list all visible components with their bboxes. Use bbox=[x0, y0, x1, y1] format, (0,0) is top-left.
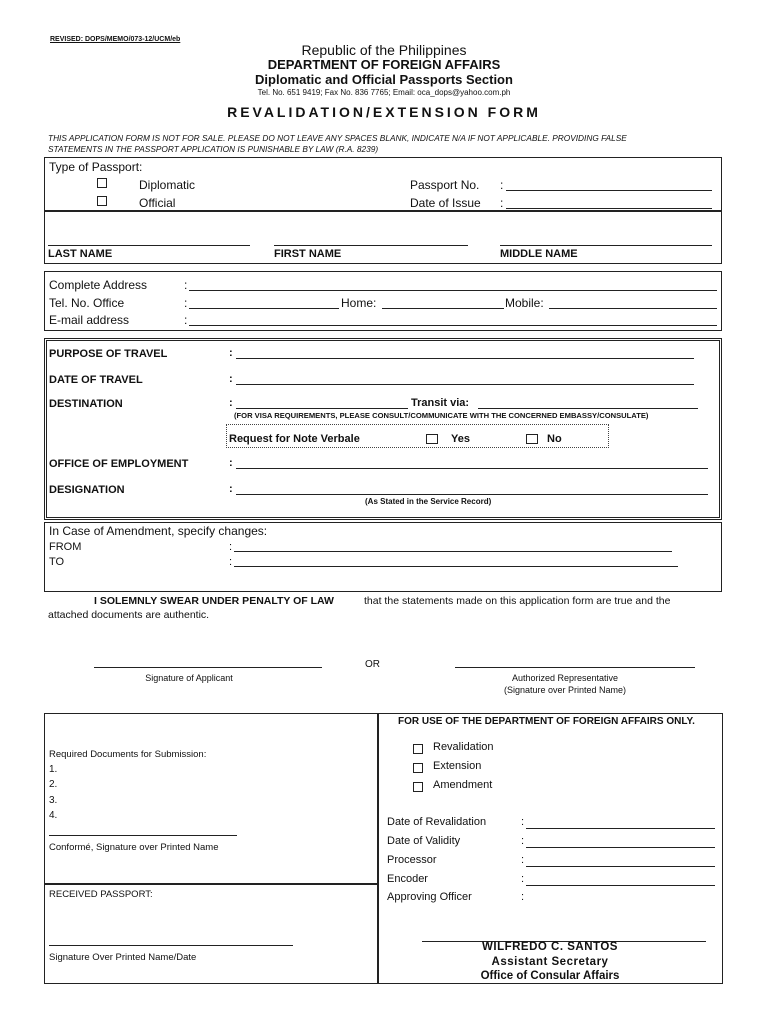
amendment-option-label: Amendment bbox=[433, 779, 493, 791]
signature-date-label: Signature Over Printed Name/Date bbox=[49, 952, 197, 963]
date-of-revalidation-field[interactable] bbox=[526, 828, 715, 829]
doc-item-3: 3. bbox=[49, 795, 58, 806]
destination-field[interactable] bbox=[236, 408, 408, 409]
purpose-label: PURPOSE OF TRAVEL bbox=[49, 348, 168, 360]
yes-label: Yes bbox=[451, 433, 470, 445]
diplomatic-checkbox[interactable] bbox=[97, 178, 107, 188]
form-title: REVALIDATION/EXTENSION FORM bbox=[227, 104, 541, 120]
official-label: Official bbox=[139, 196, 176, 210]
representative-signature-line[interactable] bbox=[455, 667, 695, 668]
last-name-label: LAST NAME bbox=[48, 248, 113, 260]
to-field[interactable] bbox=[234, 566, 678, 567]
complete-address-label: Complete Address bbox=[49, 278, 148, 292]
first-name-field[interactable] bbox=[274, 245, 468, 246]
date-of-validity-label: Date of Validity bbox=[387, 835, 461, 847]
colon: : bbox=[521, 891, 525, 903]
approving-officer-label: Approving Officer bbox=[387, 891, 472, 903]
signatory-name: WILFREDO C. SANTOS bbox=[482, 941, 618, 953]
colon: : bbox=[184, 296, 188, 310]
authorized-rep-label: Authorized Representative bbox=[511, 673, 619, 683]
conforme-signature-line[interactable] bbox=[49, 835, 237, 836]
amendment-checkbox[interactable] bbox=[413, 782, 423, 792]
colon: : bbox=[500, 178, 504, 192]
last-name-field[interactable] bbox=[48, 245, 250, 246]
note-verbale-yes-checkbox[interactable] bbox=[426, 434, 438, 444]
amendment-title: In Case of Amendment, specify changes: bbox=[49, 524, 268, 538]
signatory-position: Assistant Secretary bbox=[491, 956, 609, 968]
encoder-field[interactable] bbox=[526, 885, 715, 886]
notice-line-2: STATEMENTS IN THE PASSPORT APPLICATION IS PUNISHABLE BY LAW (R.A. 8239) bbox=[48, 144, 379, 154]
signature-printed-label: (Signature over Printed Name) bbox=[503, 685, 627, 695]
required-documents-box bbox=[44, 713, 378, 884]
extension-label: Extension bbox=[433, 760, 482, 772]
colon: : bbox=[184, 313, 188, 327]
diplomatic-label: Diplomatic bbox=[139, 178, 196, 192]
date-of-validity-field[interactable] bbox=[526, 847, 715, 848]
mobile-label: Mobile: bbox=[505, 296, 544, 310]
office-of-employment-field[interactable] bbox=[236, 468, 708, 469]
doc-item-2: 2. bbox=[49, 779, 58, 790]
passport-no-field[interactable] bbox=[506, 190, 712, 191]
received-passport-label: RECEIVED PASSPORT: bbox=[49, 889, 153, 900]
colon: : bbox=[521, 873, 525, 885]
revalidation-label: Revalidation bbox=[433, 741, 494, 753]
colon: : bbox=[229, 556, 233, 568]
department-title: DEPARTMENT OF FOREIGN AFFAIRS bbox=[267, 57, 501, 72]
notice-line-1: THIS APPLICATION FORM IS NOT FOR SALE. PLEASE DO NOT LEAVE ANY SPACES BLANK, INDICATE N/A IF NOT APPLICABLE. PROVIDING FALSE bbox=[48, 133, 627, 143]
date-of-issue-label: Date of Issue bbox=[410, 196, 481, 210]
colon: : bbox=[229, 397, 233, 409]
republic-title: Republic of the Philippines bbox=[301, 42, 467, 58]
signature-of-applicant-label: Signature of Applicant bbox=[145, 673, 233, 683]
oath-line-2: attached documents are authentic. bbox=[48, 609, 210, 621]
first-name-label: FIRST NAME bbox=[274, 248, 342, 260]
date-of-travel-label: DATE OF TRAVEL bbox=[49, 374, 143, 386]
encoder-label: Encoder bbox=[387, 873, 428, 885]
transit-label: Transit via: bbox=[411, 397, 470, 409]
required-docs-label: Required Documents for Submission: bbox=[49, 749, 207, 760]
extension-checkbox[interactable] bbox=[413, 763, 423, 773]
colon: : bbox=[521, 835, 525, 847]
passport-type-label: Type of Passport: bbox=[49, 160, 143, 174]
home-label: Home: bbox=[341, 296, 377, 310]
purpose-field[interactable] bbox=[236, 358, 694, 359]
applicant-signature-line[interactable] bbox=[94, 667, 322, 668]
signatory-office: Office of Consular Affairs bbox=[480, 970, 620, 982]
designation-field[interactable] bbox=[236, 494, 708, 495]
transit-field[interactable] bbox=[478, 408, 698, 409]
date-of-revalidation-label: Date of Revalidation bbox=[387, 816, 487, 828]
from-label: FROM bbox=[49, 541, 82, 553]
designation-label: DESIGNATION bbox=[49, 484, 125, 496]
received-signature-line[interactable] bbox=[49, 945, 293, 946]
colon: : bbox=[229, 483, 233, 495]
passport-no-label: Passport No. bbox=[410, 178, 480, 192]
revalidation-checkbox[interactable] bbox=[413, 744, 423, 754]
conforme-label: Conformé, Signature over Printed Name bbox=[49, 842, 219, 853]
colon: : bbox=[500, 196, 504, 210]
destination-label: DESTINATION bbox=[49, 398, 123, 410]
oath-bold: I SOLEMNLY SWEAR UNDER PENALTY OF LAW bbox=[94, 595, 334, 607]
middle-name-field[interactable] bbox=[500, 245, 712, 246]
colon: : bbox=[229, 373, 233, 385]
colon: : bbox=[521, 816, 525, 828]
office-of-employment-label: OFFICE OF EMPLOYMENT bbox=[49, 458, 189, 470]
colon: : bbox=[184, 278, 188, 292]
no-label: No bbox=[547, 433, 562, 445]
tel-office-field[interactable] bbox=[189, 308, 339, 309]
date-of-travel-field[interactable] bbox=[236, 384, 694, 385]
doc-item-4: 4. bbox=[49, 810, 58, 821]
contact-info: Tel. No. 651 9419; Fax No. 836 7765; Email: oca_dops@yahoo.com.ph bbox=[257, 88, 511, 97]
dfa-use-title: FOR USE OF THE DEPARTMENT OF FOREIGN AFFAIRS ONLY. bbox=[398, 716, 695, 727]
section-title: Diplomatic and Official Passports Section bbox=[255, 72, 513, 87]
colon: : bbox=[229, 541, 233, 553]
or-label: OR bbox=[365, 659, 380, 670]
visa-note: (FOR VISA REQUIREMENTS, PLEASE CONSULT/COMMUNICATE WITH THE CONCERNED EMBASSY/CONSULATE) bbox=[234, 411, 649, 420]
email-field[interactable] bbox=[189, 325, 717, 326]
doc-item-1: 1. bbox=[49, 764, 58, 775]
revision-code: REVISED: DOPS/MEMO/073-12/UCM/eb bbox=[50, 36, 181, 43]
mobile-field[interactable] bbox=[549, 308, 717, 309]
note-verbale-label: Request for Note Verbale bbox=[229, 433, 360, 445]
service-record-note: (As Stated in the Service Record) bbox=[365, 497, 492, 506]
processor-field[interactable] bbox=[526, 866, 715, 867]
processor-label: Processor bbox=[387, 854, 437, 866]
name-box bbox=[44, 211, 722, 264]
tel-office-label: Tel. No. Office bbox=[49, 296, 125, 310]
colon: : bbox=[229, 347, 233, 359]
home-phone-field[interactable] bbox=[382, 308, 504, 309]
note-verbale-no-checkbox[interactable] bbox=[526, 434, 538, 444]
complete-address-field[interactable] bbox=[189, 290, 717, 291]
from-field[interactable] bbox=[234, 551, 672, 552]
date-of-issue-field[interactable] bbox=[506, 208, 712, 209]
colon: : bbox=[229, 457, 233, 469]
official-checkbox[interactable] bbox=[97, 196, 107, 206]
oath-rest: that the statements made on this application form are true and the bbox=[364, 595, 671, 607]
middle-name-label: MIDDLE NAME bbox=[500, 248, 578, 260]
to-label: TO bbox=[49, 556, 65, 568]
colon: : bbox=[521, 854, 525, 866]
email-label: E-mail address bbox=[49, 313, 130, 327]
